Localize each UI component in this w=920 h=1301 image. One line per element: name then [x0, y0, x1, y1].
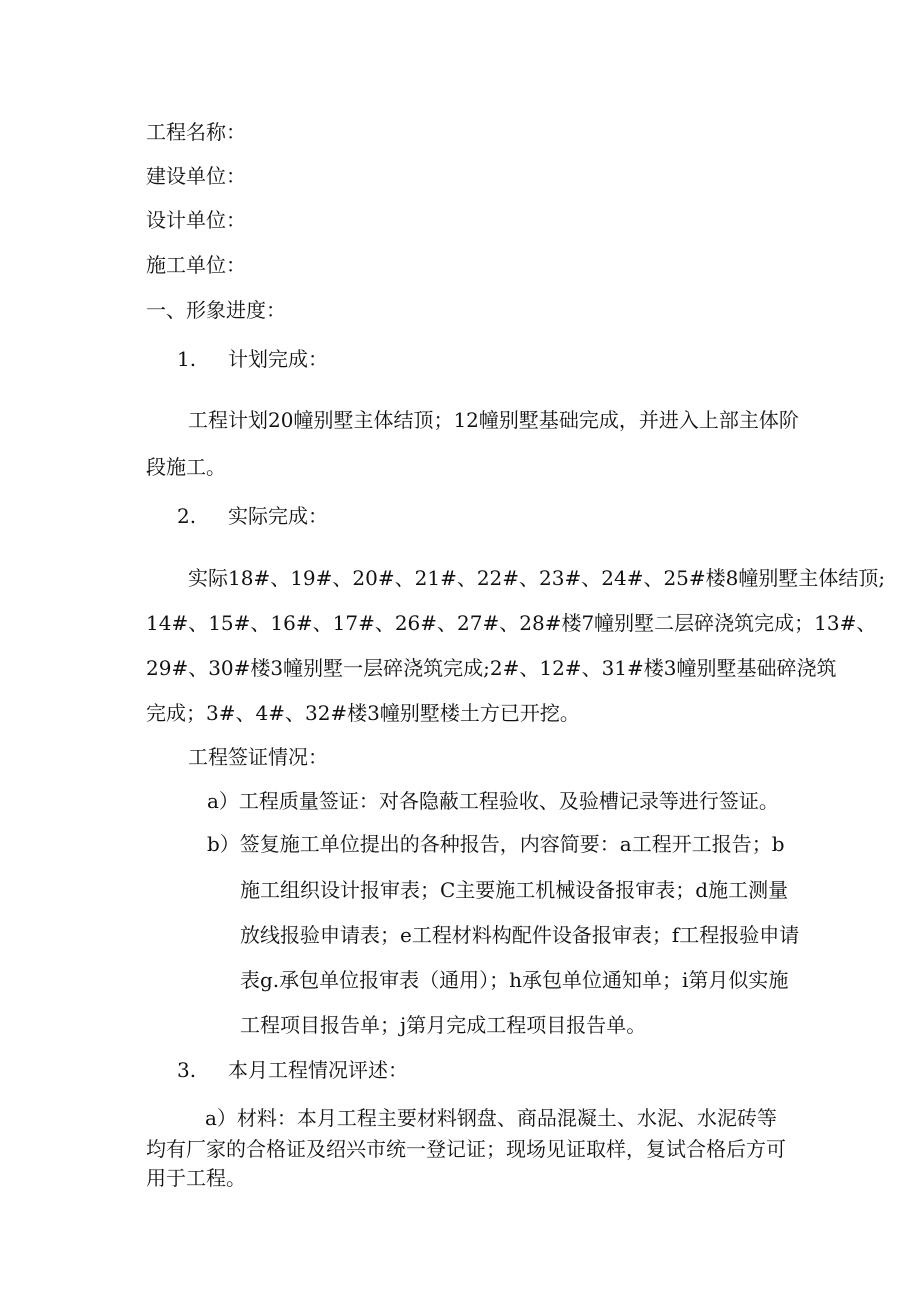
constructor-label: 施工单位： [146, 253, 246, 277]
item-number: 2. [177, 504, 197, 528]
item-number: 1. [177, 347, 197, 371]
visa-item-b-line: 工程项目报告单；j第月完成工程项目报告单。 [240, 1013, 647, 1037]
visa-heading: 工程签证情况： [188, 745, 328, 769]
section-title: 一、形象进度： [146, 298, 286, 322]
actual-paragraph-line: 29#、30#楼3幢别墅一层碎浇筑完成;2#、12#、31#楼3幢别墅基础碎浇筑 [146, 656, 837, 680]
visa-item-b-line: 表g.承包单位报审表（通用）；h承包单位通知单；i第月似实施 [240, 968, 789, 992]
planned-paragraph-line: 段施工。 [146, 455, 226, 479]
project-name-label: 工程名称： [146, 120, 246, 144]
actual-paragraph-line: 14#、15#、16#、17#、26#、27#、28#楼7幢别墅二层碎浇筑完成；13#、 [146, 611, 877, 635]
planned-heading: 计划完成： [228, 347, 328, 371]
review-heading: 本月工程情况评述： [228, 1058, 408, 1082]
review-paragraph-line: 均有厂家的合格证及绍兴市统一登记证；现场见证取样，复试合格后方可 [146, 1137, 786, 1161]
visa-item-b-line: 放线报验申请表；e工程材料构配件设备报审表；f工程报验申请 [240, 923, 800, 947]
actual-heading: 实际完成： [228, 504, 328, 528]
visa-item-b-line: b）签复施工单位提出的各种报告，内容简要：a工程开工报告；b [207, 832, 785, 856]
actual-paragraph-line: 实际18#、19#、20#、21#、22#、23#、24#、25#楼8幢别墅主体结顶; [188, 566, 886, 590]
client-label: 建设单位： [146, 164, 246, 188]
planned-paragraph-line: 工程计划20幢别墅主体结顶；12幢别墅基础完成，并进入上部主体阶 [188, 408, 799, 432]
actual-paragraph-line: 完成；3#、4#、32#楼3幢别墅楼土方已开挖。 [146, 701, 580, 725]
review-paragraph-line: 用于工程。 [146, 1166, 246, 1190]
designer-label: 设计单位： [146, 208, 246, 232]
review-paragraph-line: a）材料：本月工程主要材料钢盘、商品混凝土、水泥、水泥砖等 [205, 1106, 777, 1130]
visa-item-a: a）工程质量签证：对各隐蔽工程验收、及验槽记录等进行签证。 [207, 789, 779, 813]
item-number: 3. [177, 1058, 197, 1082]
visa-item-b-line: 施工组织设计报审表；C主要施工机械设备报审表；d施工测量 [240, 878, 789, 902]
